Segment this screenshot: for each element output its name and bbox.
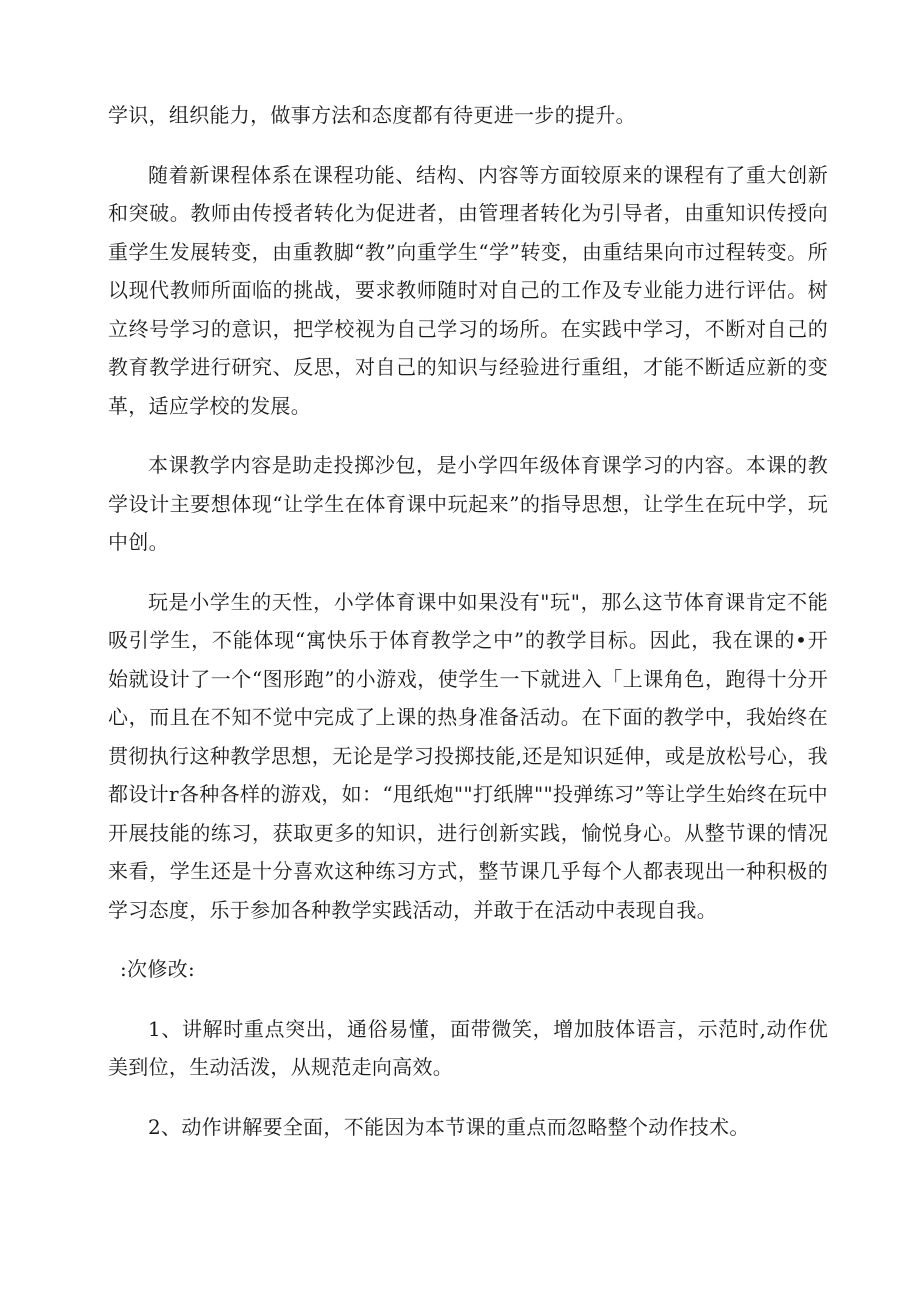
paragraph-4: 玩是小学生的天性，小学体育课中如果没有"玩"，那么这节体育课肯定不能吸引学生，不能体现“寓快乐于体育教学之中”的教学目标。因此，我在课的•开始就设计了一个“图形跑”的小游戏，使学生一下就进入「上课角色，跑得十分开心，而且在不知不觉中完成了上课的热身准备活动。在下面的教学中，我始终在贯彻执行这种教学思想，无论是学习投掷技能,还是知识延伸，或是放松号心，我都设计r各种各样的游戏，如：“甩纸炮""打纸牌""投弹练习”等让学生始终在玩中开展技能的练习，获取更多的知识，进行创新实践，愉悦身心。从整节课的情况来看，学生还是十分喜欢这种练习方式，整节课几乎每个人都表现出一种积极的学习态度，乐于参加各种教学实践活动，并敢于在活动中表现自我。 xyxy=(108,589,828,922)
list-item-2: 2、动作讲解要全面，不能因为本节课的重点而忽略整个动作技术。 xyxy=(148,1114,750,1139)
paragraph-2: 随着新课程体系在课程功能、结构、内容等方面较原来的课程有了重大创新和突破。教师由传授者转化为促进者，由管理者转化为引导者，由重知识传授向重学生发展转变，由重教脚“教”向重学生“学”转变，由重结果向市过程转变。所以现代教师所面临的挑战，要求教师随时对自己的工作及专业能力进行评估。树立终号学习的意识，把学校视为自己学习的场所。在实践中学习，不断对自己的教育教学进行研究、反思，对自己的知识与经验进行重组，才能不断适应新的变革，适应学校的发展。 xyxy=(108,162,828,418)
paragraph-3: 本课教学内容是助走投掷沙包，是小学四年级体育课学习的内容。本课的教学设计主要想体现“让学生在体育课中玩起来”的指导思想，让学生在玩中学，玩中创。 xyxy=(108,453,828,554)
list-item-1: 1、讲解时重点突出，通俗易懂，面带微笑，增加肢体语言，示范时,动作优美到位，生动活泼，从规范走向高效。 xyxy=(108,1016,828,1079)
section-heading: :次修改: xyxy=(120,957,195,981)
paragraph-1: 学识，组织能力，做事方法和态度都有待更进一步的提升。 xyxy=(108,103,636,127)
document-body xyxy=(108,96,828,1167)
